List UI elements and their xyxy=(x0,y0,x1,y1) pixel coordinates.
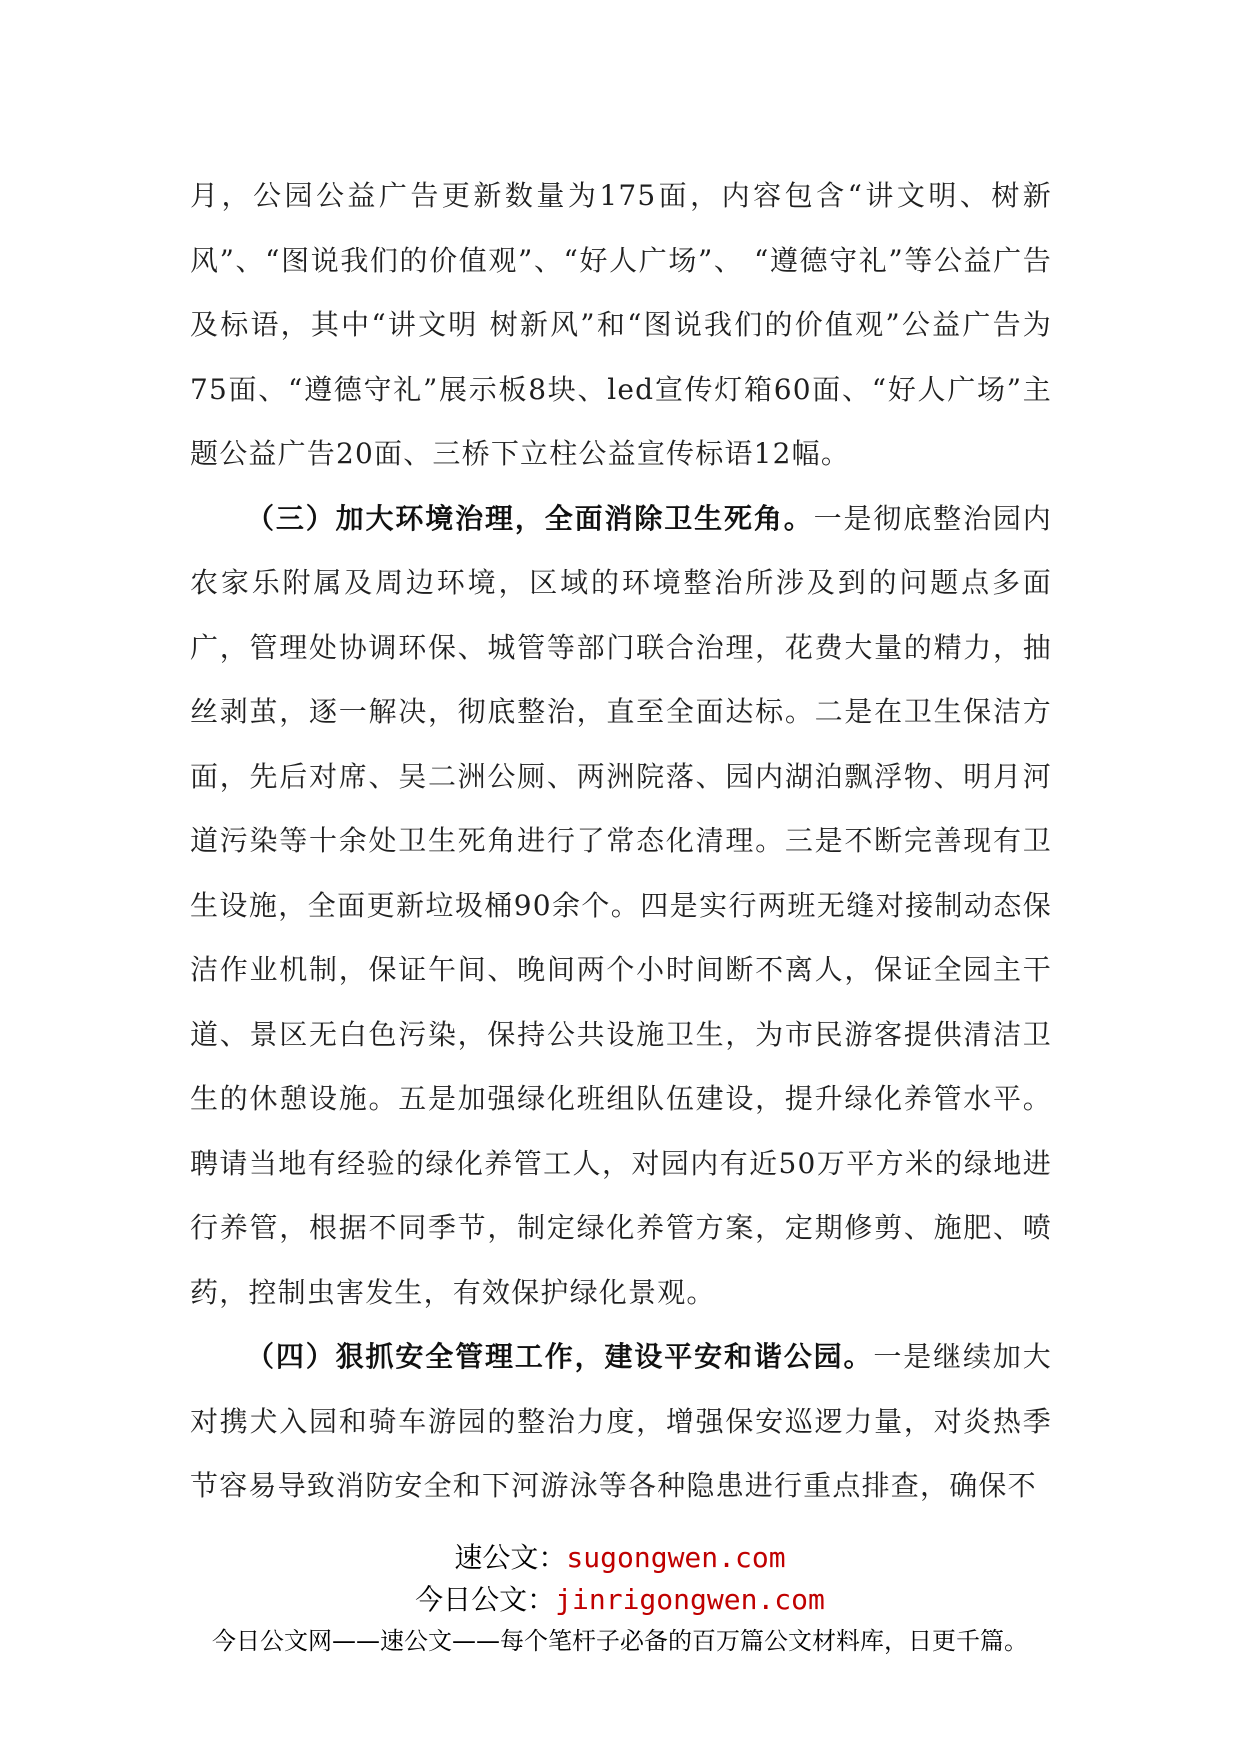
footer-line-jinrigongwen xyxy=(0,1582,1240,1618)
section-4-body: 一是继续加大对携犬入园和骑车游园的整治力度，增强保安巡逻力量，对炎热季节容易导致消防安全和下河游泳等各种隐患进行重点排查，确保不 xyxy=(190,1340,1053,1502)
section-3-heading: （三）加大环境治理，全面消除卫生死角。 xyxy=(246,501,814,535)
footer-link-sugongwen[interactable]: sugongwen.com xyxy=(566,1541,786,1574)
footer-link-jinrigongwen[interactable]: jinrigongwen.com xyxy=(555,1583,825,1616)
paragraph-continued: 月，公园公益广告更新数量为175面，内容包含“讲文明、树新风”、“图说我们的价值观”、“好人广场”、 “遵德守礼”等公益广告及标语，其中“讲文明 树新风”和“图说我们的价值观”公益广告为75面、“遵德守礼”展示板8块、led宣传灯箱60面、“好人广场”主题公益广告20面、三桥下立柱公益宣传标语12幅。 xyxy=(190,179,1052,470)
footer-line-sugongwen xyxy=(0,1540,1240,1576)
footer-label-jinrigongwen: 今日公文： xyxy=(415,1583,556,1616)
section-3-body: 一是彻底整治园内农家乐附属及周边环境，区域的环境整治所涉及到的问题点多面广，管理处协调环保、城管等部门联合治理，花费大量的精力，抽丝剥茧，逐一解决，彻底整治，直至全面达标。二是在卫生保洁方面，先后对席、吴二洲公厕、两洲院落、园内湖泊飘浮物、明月河道污染等十余处卫生死角进行了常态化清理。三是不断完善现有卫生设施，全面更新垃圾桶90余个。四是实行两班无缝对接制动态保洁作业机制，保证午间、晚间两个小时间断不离人，保证全园主干道、景区无白色污染，保持公共设施卫生，为市民游客提供清洁卫生的休憩设施。五是加强绿化班组队伍建设，提升绿化养管水平。聘请当地有经验的绿化养管工人，对园内有近50万平方米的绿地进行养管，根据不同季节，制定绿化养管方案，定期修剪、施肥、喷药，控制虫害发生，有效保护绿化景观。 xyxy=(190,501,1052,1309)
document-body xyxy=(190,164,1052,1519)
section-4-paragraph xyxy=(190,1325,1052,1519)
footer-slogan: 今日公文网——速公文——每个笔杆子必备的百万篇公文材料库，日更千篇。 xyxy=(212,1627,1028,1655)
footer-label-sugongwen: 速公文： xyxy=(454,1541,567,1574)
section-3-paragraph xyxy=(190,487,1052,1326)
section-4-heading: （四）狠抓安全管理工作，建设平安和谐公园。 xyxy=(246,1340,874,1373)
